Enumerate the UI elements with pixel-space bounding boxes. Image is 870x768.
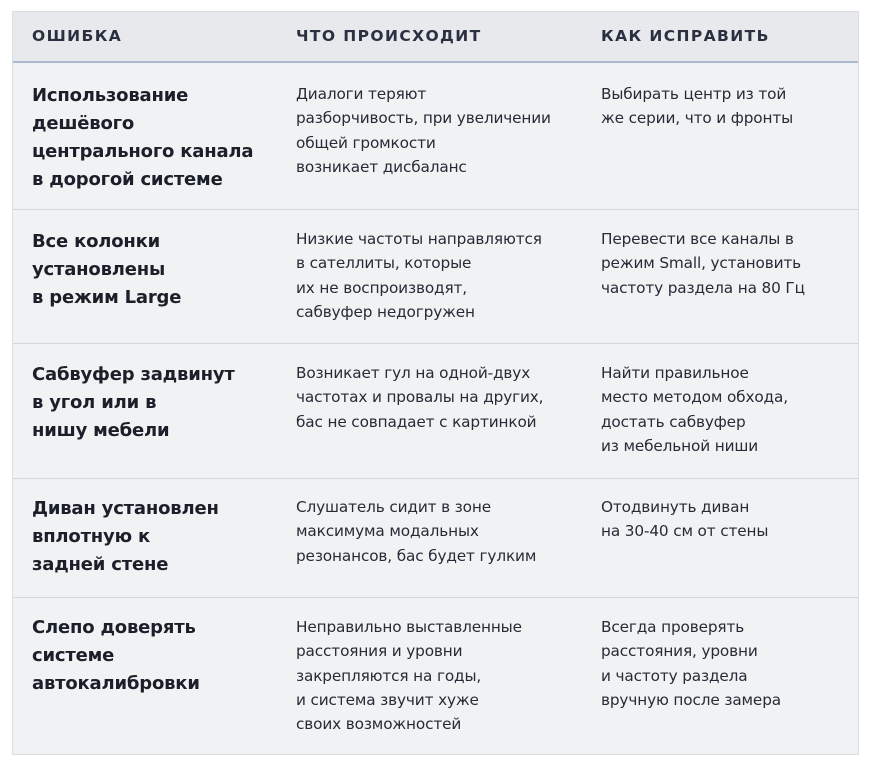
what-line: Низкие частоты направляются [296, 230, 542, 248]
error-line: Диван установлен [32, 498, 219, 519]
what-line: возникает дисбаланс [296, 157, 467, 176]
fix-line: из мебельной ниши [601, 436, 759, 455]
error-cell [32, 228, 267, 312]
error-line: нишу мебели [32, 420, 170, 441]
header-how-to-fix: КАК ИСПРАВИТЬ [601, 27, 770, 45]
what-line: бас не совпадает с картинкой [296, 412, 537, 431]
fix-line: место методом обхода, [601, 388, 788, 407]
fix-line: достать сабвуфер [601, 412, 746, 431]
fix-line: и частоту раздела [601, 666, 748, 685]
error-line: задней стене [32, 554, 169, 575]
error-cell [32, 361, 267, 445]
what-happens-cell [296, 361, 586, 434]
fix-line: Отодвинуть диван [601, 498, 750, 516]
error-line: в угол или в [32, 392, 157, 413]
fix-line: вручную после замера [601, 690, 781, 709]
mistakes-table [12, 11, 859, 755]
error-line: в режим Large [32, 287, 182, 308]
error-line: дешёвого [32, 113, 134, 134]
what-happens-cell [296, 615, 586, 736]
error-line: вплотную к [32, 526, 150, 547]
what-line: их не воспроизводят, [296, 278, 467, 297]
fix-line: режим Small, установить [601, 254, 801, 273]
header-what-happens: ЧТО ПРОИСХОДИТ [296, 27, 482, 45]
how-to-fix-cell [601, 227, 851, 300]
error-line: автокалибровки [32, 673, 200, 694]
table-header [13, 12, 858, 63]
fix-line: Всегда проверять [601, 618, 745, 636]
table-row [13, 63, 858, 210]
error-line: системе [32, 645, 115, 666]
fix-line: же серии, что и фронты [601, 109, 794, 128]
error-cell [32, 614, 267, 698]
fix-line: частоту раздела на 80 Гц [601, 278, 805, 297]
how-to-fix-cell [601, 615, 851, 712]
fix-line: на 30-40 см от стены [601, 522, 769, 541]
fix-line: Перевести все каналы в [601, 230, 794, 248]
how-to-fix-cell [601, 495, 851, 544]
what-line: Диалоги теряют [296, 85, 427, 103]
header-error: ОШИБКА [32, 27, 123, 45]
fix-line: расстояния, уровни [601, 642, 758, 661]
what-line: своих возможностей [296, 715, 462, 734]
table-row [13, 597, 858, 754]
how-to-fix-cell [601, 361, 851, 458]
fix-line: Найти правильное [601, 364, 749, 382]
what-line: максимума модальных [296, 522, 479, 541]
what-line: Возникает гул на одной-двух [296, 364, 531, 382]
what-happens-cell [296, 227, 586, 324]
what-happens-cell [296, 495, 586, 568]
error-cell [32, 495, 267, 579]
what-line: резонансов, бас будет гулким [296, 546, 537, 565]
what-line: частотах и провалы на других, [296, 388, 544, 407]
error-line: Слепо доверять [32, 617, 196, 638]
error-cell [32, 82, 267, 194]
table-row [13, 209, 858, 344]
what-happens-cell [296, 82, 586, 179]
what-line: общей громкости [296, 133, 436, 152]
error-line: установлены [32, 259, 166, 280]
error-line: Использование [32, 85, 189, 106]
what-line: разборчивость, при увеличении [296, 109, 551, 128]
what-line: расстояния и уровни [296, 642, 463, 661]
what-line: закрепляются на годы, [296, 666, 482, 685]
table-row [13, 478, 858, 598]
error-line: центрального канала [32, 141, 254, 162]
fix-line: Выбирать центр из той [601, 85, 787, 103]
error-line: Все колонки [32, 231, 161, 252]
what-line: сабвуфер недогружен [296, 302, 475, 321]
table-row [13, 343, 858, 479]
error-line: Сабвуфер задвинут [32, 364, 235, 385]
what-line: в сателлиты, которые [296, 254, 472, 273]
error-line: в дорогой системе [32, 169, 223, 190]
how-to-fix-cell [601, 82, 851, 131]
what-line: Неправильно выставленные [296, 618, 522, 636]
what-line: и система звучит хуже [296, 690, 479, 709]
what-line: Слушатель сидит в зоне [296, 498, 491, 516]
